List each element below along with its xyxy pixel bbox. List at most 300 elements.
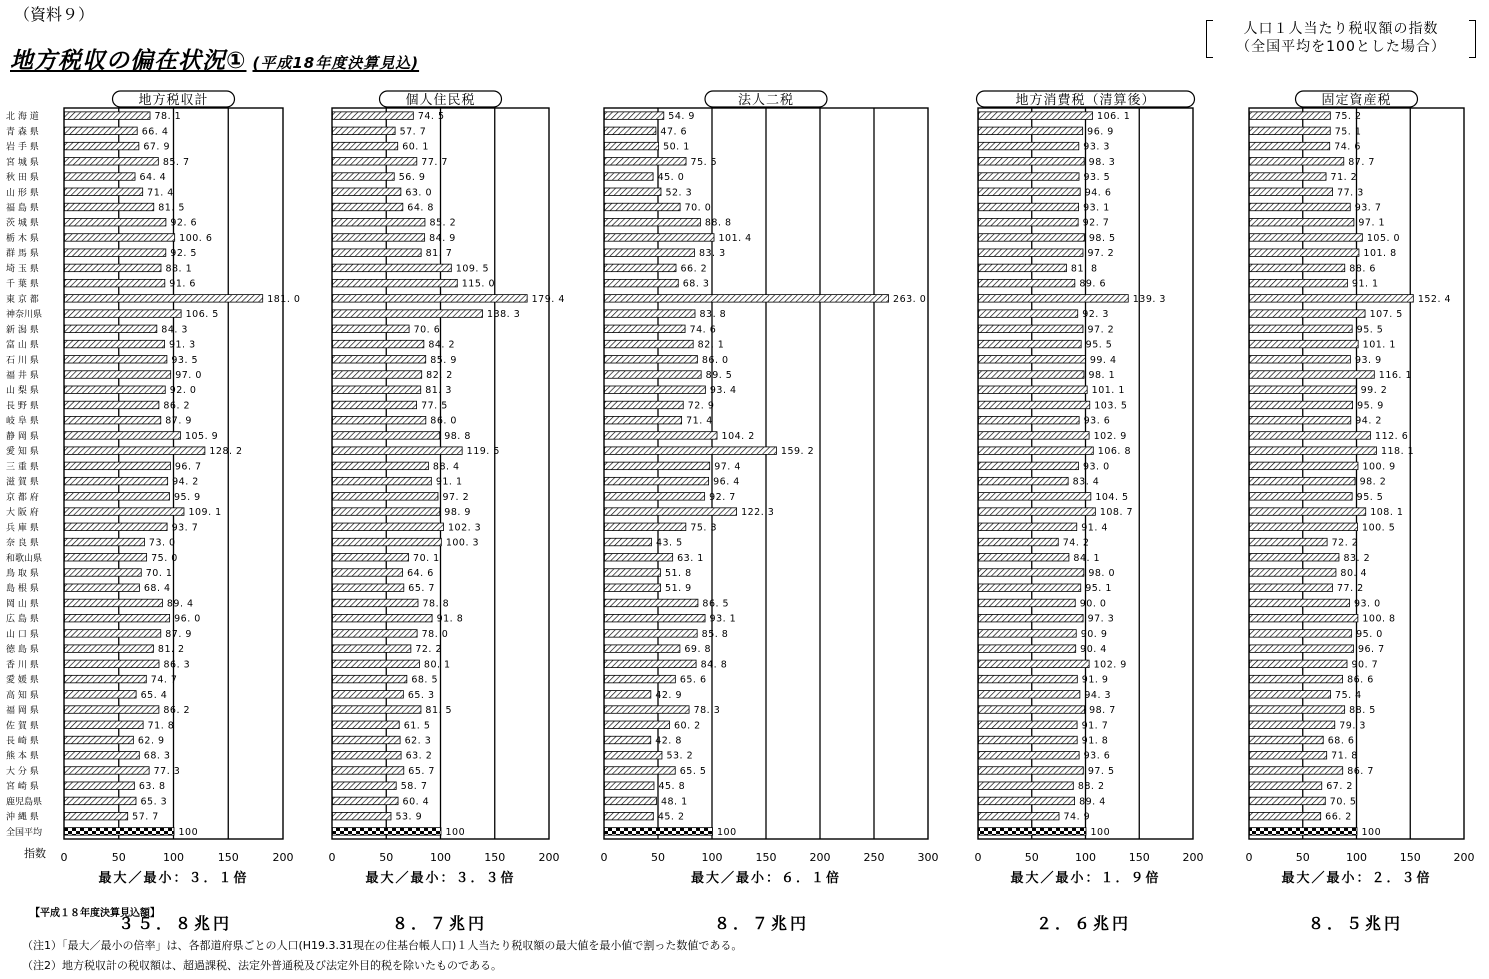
value-label: 96. 9 — [1087, 126, 1114, 138]
value-label: 68. 5 — [411, 674, 439, 686]
category-label: 兵 庫 県 — [6, 523, 39, 534]
bar — [65, 721, 144, 729]
value-label: 61. 5 — [403, 720, 431, 732]
bar — [605, 218, 701, 226]
bar — [605, 416, 682, 424]
bar — [1250, 264, 1345, 272]
tick-label: 0 — [328, 851, 336, 864]
value-label: 86. 2 — [163, 705, 191, 717]
value-label: 64. 4 — [139, 172, 167, 184]
bar — [65, 493, 170, 501]
value-label: 92. 0 — [169, 385, 197, 397]
bar — [979, 706, 1085, 714]
bar — [979, 812, 1060, 820]
bar — [333, 828, 442, 836]
bar — [605, 112, 664, 120]
value-label: 103. 5 — [1094, 400, 1128, 412]
bar — [979, 112, 1093, 120]
value-label: 106. 8 — [1097, 446, 1132, 458]
category-label: 岡 山 県 — [6, 599, 39, 610]
bar — [979, 264, 1067, 272]
value-label: 66. 2 — [680, 263, 708, 275]
value-label: 86. 7 — [1347, 765, 1374, 777]
tick-label: 300 — [917, 851, 939, 864]
value-label: 62. 9 — [137, 735, 165, 747]
bar — [65, 279, 165, 287]
value-label: 64. 8 — [407, 202, 434, 214]
bar — [979, 554, 1069, 562]
bar — [65, 432, 181, 440]
value-label: 118. 1 — [1380, 446, 1415, 458]
value-label: 93. 1 — [1083, 202, 1110, 214]
category-label: 岩 手 県 — [6, 142, 39, 153]
bar — [979, 508, 1096, 515]
value-label: 91. 1 — [1351, 278, 1379, 290]
bar — [333, 310, 483, 318]
value-label: 90. 7 — [1351, 659, 1379, 671]
bar — [979, 188, 1081, 196]
value-label: 93. 6 — [1083, 750, 1111, 762]
tick-label: 150 — [1399, 851, 1421, 864]
bar — [333, 218, 425, 226]
bar — [333, 325, 410, 333]
bar — [979, 295, 1129, 303]
value-label: 79. 3 — [1339, 720, 1366, 732]
bar — [65, 188, 143, 196]
bar — [65, 173, 136, 181]
tick-label: 0 — [974, 851, 982, 864]
category-label: 福 島 県 — [6, 203, 39, 214]
value-label: 94. 3 — [1084, 689, 1112, 701]
value-label: 96. 7 — [174, 461, 202, 473]
document-label: （資料９） — [14, 5, 95, 24]
bar — [979, 416, 1080, 424]
bar — [605, 614, 706, 622]
bar — [333, 340, 424, 348]
value-label: 85. 7 — [162, 156, 190, 168]
value-label: 42. 9 — [655, 689, 683, 701]
value-label: 53. 2 — [666, 750, 694, 762]
bar — [1250, 797, 1326, 805]
value-label: 73. 0 — [148, 537, 176, 549]
category-label: 愛 知 県 — [6, 447, 39, 458]
bar — [333, 554, 409, 562]
value-label: 81. 5 — [425, 705, 453, 717]
value-label: 52. 3 — [665, 187, 693, 199]
bar — [65, 736, 134, 744]
value-label: 104. 2 — [721, 430, 755, 442]
value-label: 78. 8 — [422, 598, 450, 610]
value-label: 93. 9 — [1354, 354, 1382, 366]
panel-title: 地方税収計 — [138, 93, 209, 108]
value-label: 83. 3 — [698, 248, 726, 260]
category-label: 大 阪 府 — [6, 508, 39, 519]
value-label: 100. 5 — [1362, 522, 1396, 534]
value-label: 88. 2 — [1077, 781, 1105, 793]
panel-title: 個人住民税 — [405, 93, 476, 108]
category-label: 熊 本 県 — [6, 751, 39, 762]
category-label: 岐 阜 県 — [6, 416, 39, 427]
value-label: 60. 1 — [402, 141, 429, 153]
value-label: 94. 2 — [172, 476, 199, 488]
value-label: 57. 7 — [399, 126, 427, 138]
tick-label: 100 — [701, 851, 723, 864]
bar — [1250, 386, 1357, 394]
category-label: 東 京 都 — [6, 294, 39, 305]
totals-label: 【平成１８年度決算見込額】 — [30, 908, 160, 919]
value-label: 101. 1 — [1362, 339, 1396, 351]
value-label: 75. 5 — [690, 156, 718, 168]
bar — [605, 554, 673, 562]
bar — [333, 112, 414, 120]
value-label: 82. 1 — [697, 339, 725, 351]
bar — [65, 569, 142, 577]
value-label: 66. 4 — [141, 126, 169, 138]
category-label: 奈 良 県 — [6, 538, 39, 549]
value-label: 105. 9 — [184, 430, 219, 442]
title-subtitle: (平成18年度決算見込) — [252, 54, 420, 72]
value-label: 71. 2 — [1330, 172, 1358, 184]
value-label: 152. 4 — [1417, 293, 1452, 305]
value-label: 96. 0 — [174, 613, 201, 625]
value-label: 88. 4 — [432, 461, 460, 473]
bar — [1250, 416, 1351, 424]
value-label: 85. 8 — [701, 628, 729, 640]
value-label: 89. 5 — [705, 370, 733, 382]
value-label: 81. 5 — [158, 202, 185, 214]
value-label: 68. 3 — [682, 278, 710, 290]
bar — [65, 310, 182, 318]
bar — [65, 523, 168, 531]
value-label: 86. 6 — [1347, 674, 1374, 686]
bar — [605, 508, 737, 515]
value-label: 53. 9 — [395, 811, 423, 823]
value-label: 98. 1 — [1088, 370, 1116, 382]
value-label: 84. 9 — [429, 232, 456, 244]
category-label: 香 川 県 — [6, 660, 39, 671]
category-label: 山 口 県 — [6, 629, 39, 640]
bar — [1250, 371, 1375, 379]
value-label: 97. 3 — [1087, 613, 1115, 625]
bar — [333, 660, 420, 668]
value-label: 88. 6 — [1349, 263, 1376, 275]
value-label: 92. 3 — [1082, 309, 1109, 321]
value-label: 108. 1 — [1370, 507, 1404, 519]
value-label: 116. 1 — [1378, 370, 1413, 382]
value-label: 74. 9 — [1063, 811, 1091, 823]
bar — [605, 386, 706, 394]
bar — [333, 569, 403, 577]
bar — [1250, 112, 1331, 120]
value-label: 77. 3 — [153, 765, 181, 777]
bar — [1250, 310, 1366, 318]
value-label: 106. 5 — [185, 309, 219, 321]
category-label: 埼 玉 県 — [6, 264, 39, 275]
value-label: 65. 7 — [408, 583, 435, 595]
bar — [979, 797, 1075, 805]
value-label: 100. 3 — [445, 537, 480, 549]
bar — [605, 797, 657, 805]
category-label: 全国平均 — [6, 827, 43, 838]
tick-label: 100 — [1346, 851, 1367, 864]
tick-label: 250 — [863, 851, 885, 864]
value-label: 75. 1 — [1334, 126, 1362, 138]
chart-panel-0 — [61, 91, 301, 886]
tick-label: 100 — [1075, 851, 1096, 864]
bar — [605, 782, 654, 790]
value-label: 96. 4 — [713, 476, 740, 488]
bar — [979, 401, 1090, 409]
index-axis-label: 指数 — [24, 847, 46, 860]
bar — [605, 127, 656, 135]
bar — [333, 812, 391, 820]
value-label: 101. 1 — [1091, 385, 1125, 397]
bar — [1250, 614, 1358, 622]
value-label: 72. 2 — [1331, 537, 1359, 549]
bar — [65, 416, 161, 424]
bar — [979, 142, 1079, 150]
value-label: 74. 2 — [1062, 537, 1090, 549]
bar — [979, 447, 1094, 455]
value-label: 75. 3 — [690, 522, 718, 534]
bar — [65, 142, 139, 150]
value-label: 86. 2 — [163, 400, 191, 412]
category-label: 福 岡 県 — [6, 706, 39, 717]
bar — [1250, 569, 1336, 577]
bar — [979, 340, 1082, 348]
tick-label: 0 — [1245, 851, 1253, 864]
bar — [333, 356, 426, 364]
bar — [605, 340, 694, 348]
category-label: 山 形 県 — [6, 188, 39, 199]
value-label: 86. 3 — [163, 659, 191, 671]
value-label: 93. 6 — [1083, 415, 1111, 427]
value-label: 97. 2 — [1087, 248, 1115, 260]
bar — [333, 675, 407, 683]
bar — [65, 614, 170, 622]
max-min-ratio: 最大／最小：１．９倍 — [1010, 871, 1161, 886]
bar — [605, 660, 697, 668]
bar — [605, 356, 698, 364]
bar — [605, 310, 696, 318]
category-label: 富 山 県 — [6, 340, 39, 351]
bar — [605, 325, 686, 333]
bar — [605, 432, 718, 440]
value-label: 57. 7 — [132, 811, 159, 823]
bar — [1250, 812, 1321, 820]
bar — [979, 645, 1076, 653]
category-label: 秋 田 県 — [6, 173, 39, 184]
value-label: 89. 4 — [166, 598, 194, 610]
value-label: 75. 0 — [151, 552, 178, 564]
bar — [605, 173, 654, 181]
bar — [1250, 249, 1359, 256]
bar — [333, 599, 418, 607]
bar — [1250, 782, 1322, 790]
value-label: 92. 5 — [170, 248, 197, 260]
bar — [65, 340, 165, 348]
value-label: 93. 7 — [171, 522, 199, 534]
bar — [605, 736, 651, 744]
bar — [605, 706, 690, 714]
value-label: 98. 8 — [444, 430, 471, 442]
bar — [1250, 691, 1331, 699]
bar — [605, 401, 684, 409]
bar — [65, 264, 161, 272]
value-label: 68. 3 — [143, 750, 171, 762]
value-label: 84. 2 — [428, 339, 456, 351]
bar — [65, 218, 166, 226]
value-label: 71. 8 — [1331, 750, 1358, 762]
value-label: 98. 5 — [1088, 232, 1116, 244]
bar — [333, 493, 438, 501]
chart-panel-2 — [601, 91, 939, 886]
tick-label: 200 — [1453, 851, 1475, 864]
bar — [979, 234, 1085, 242]
bar — [605, 767, 676, 775]
bar — [65, 447, 205, 455]
bar — [333, 279, 458, 287]
tick-label: 200 — [272, 851, 294, 864]
bar — [979, 599, 1076, 607]
bar — [65, 203, 154, 211]
bar — [65, 112, 151, 120]
value-label: 102. 9 — [1093, 430, 1127, 442]
bar — [333, 523, 444, 531]
bar — [333, 721, 400, 729]
value-label: 56. 9 — [398, 172, 426, 184]
bar — [65, 645, 154, 653]
bar — [605, 538, 652, 546]
value-label: 64. 6 — [407, 567, 434, 579]
value-label: 89. 4 — [1079, 796, 1106, 808]
value-label: 100. 8 — [1362, 613, 1396, 625]
value-label: 97. 4 — [714, 461, 741, 473]
category-label: 沖 縄 県 — [6, 812, 39, 823]
value-label: 72. 2 — [415, 644, 443, 656]
bar — [979, 584, 1081, 592]
category-label: 千 葉 県 — [6, 279, 39, 290]
category-label: 神奈川県 — [6, 310, 43, 321]
tick-label: 0 — [600, 851, 608, 864]
panel-title: 地方消費税（清算後） — [1015, 93, 1156, 108]
value-label: 91. 7 — [1081, 720, 1109, 732]
bar — [333, 234, 425, 242]
bar — [979, 767, 1084, 775]
value-label: 95. 1 — [1085, 583, 1112, 595]
value-label: 100 — [1090, 826, 1111, 838]
bar — [979, 432, 1090, 440]
value-label: 98. 0 — [1088, 567, 1116, 579]
total-panel-2: ８．７兆円 — [714, 914, 810, 933]
bar — [605, 630, 698, 638]
bar — [65, 599, 163, 607]
bar — [65, 356, 167, 364]
bar — [1250, 493, 1353, 501]
bar — [1250, 462, 1358, 470]
category-label: 鳥 取 県 — [6, 568, 39, 579]
bar — [333, 249, 422, 256]
value-label: 95. 5 — [1085, 339, 1113, 351]
category-label: 佐 賀 県 — [6, 721, 39, 732]
value-label: 107. 5 — [1369, 309, 1403, 321]
bar — [333, 203, 403, 211]
value-label: 50. 1 — [663, 141, 690, 153]
bar — [65, 691, 137, 699]
bar — [605, 203, 681, 211]
bar — [333, 477, 432, 485]
bar — [1250, 630, 1352, 638]
chart-root — [6, 91, 1475, 886]
value-label: 67. 9 — [143, 141, 171, 153]
bar — [65, 812, 128, 820]
bar — [979, 325, 1083, 333]
bar — [979, 218, 1079, 226]
bar — [333, 447, 463, 455]
value-label: 81. 2 — [157, 644, 185, 656]
bar — [65, 660, 159, 668]
bar — [333, 295, 528, 303]
value-label: 92. 7 — [1082, 217, 1110, 229]
bar — [333, 645, 411, 653]
category-label: 三 重 県 — [6, 462, 39, 473]
value-label: 74. 6 — [1334, 141, 1361, 153]
bar — [65, 325, 157, 333]
value-label: 115. 0 — [461, 278, 495, 290]
bar — [1250, 279, 1348, 287]
value-label: 97. 5 — [1087, 765, 1115, 777]
bar — [605, 828, 713, 836]
value-label: 78. 0 — [421, 628, 449, 640]
bar — [65, 462, 171, 470]
value-label: 62. 3 — [404, 735, 432, 747]
value-label: 81. 7 — [425, 248, 453, 260]
value-label: 63. 2 — [405, 750, 433, 762]
bar — [65, 158, 159, 166]
value-label: 70. 0 — [684, 202, 712, 214]
value-label: 80. 1 — [423, 659, 451, 671]
value-label: 71. 8 — [147, 720, 175, 732]
value-label: 95. 5 — [1356, 491, 1384, 503]
value-label: 88. 5 — [1349, 705, 1376, 717]
bar — [605, 523, 686, 531]
bar — [65, 508, 184, 515]
bar — [65, 782, 135, 790]
value-label: 93. 0 — [1353, 598, 1381, 610]
value-label: 65. 7 — [408, 765, 435, 777]
bar — [1250, 295, 1414, 303]
bar — [333, 142, 398, 150]
bar — [979, 721, 1078, 729]
bar — [333, 767, 404, 775]
bar — [65, 386, 166, 394]
value-label: 84. 1 — [1073, 552, 1101, 564]
value-label: 93. 3 — [1083, 141, 1110, 153]
value-label: 84. 3 — [161, 324, 188, 336]
category-label: 新 潟 県 — [6, 325, 39, 336]
tick-label: 200 — [809, 851, 831, 864]
value-label: 77. 3 — [1337, 187, 1364, 199]
bar — [333, 630, 418, 638]
value-label: 91. 6 — [169, 278, 196, 290]
bar — [1250, 584, 1333, 592]
bar — [333, 751, 402, 759]
value-label: 101. 4 — [718, 232, 752, 244]
bar — [333, 416, 426, 424]
value-label: 102. 9 — [1093, 659, 1127, 671]
bar — [1250, 706, 1345, 714]
max-min-ratio: 最大／最小：２．３倍 — [1281, 871, 1432, 886]
